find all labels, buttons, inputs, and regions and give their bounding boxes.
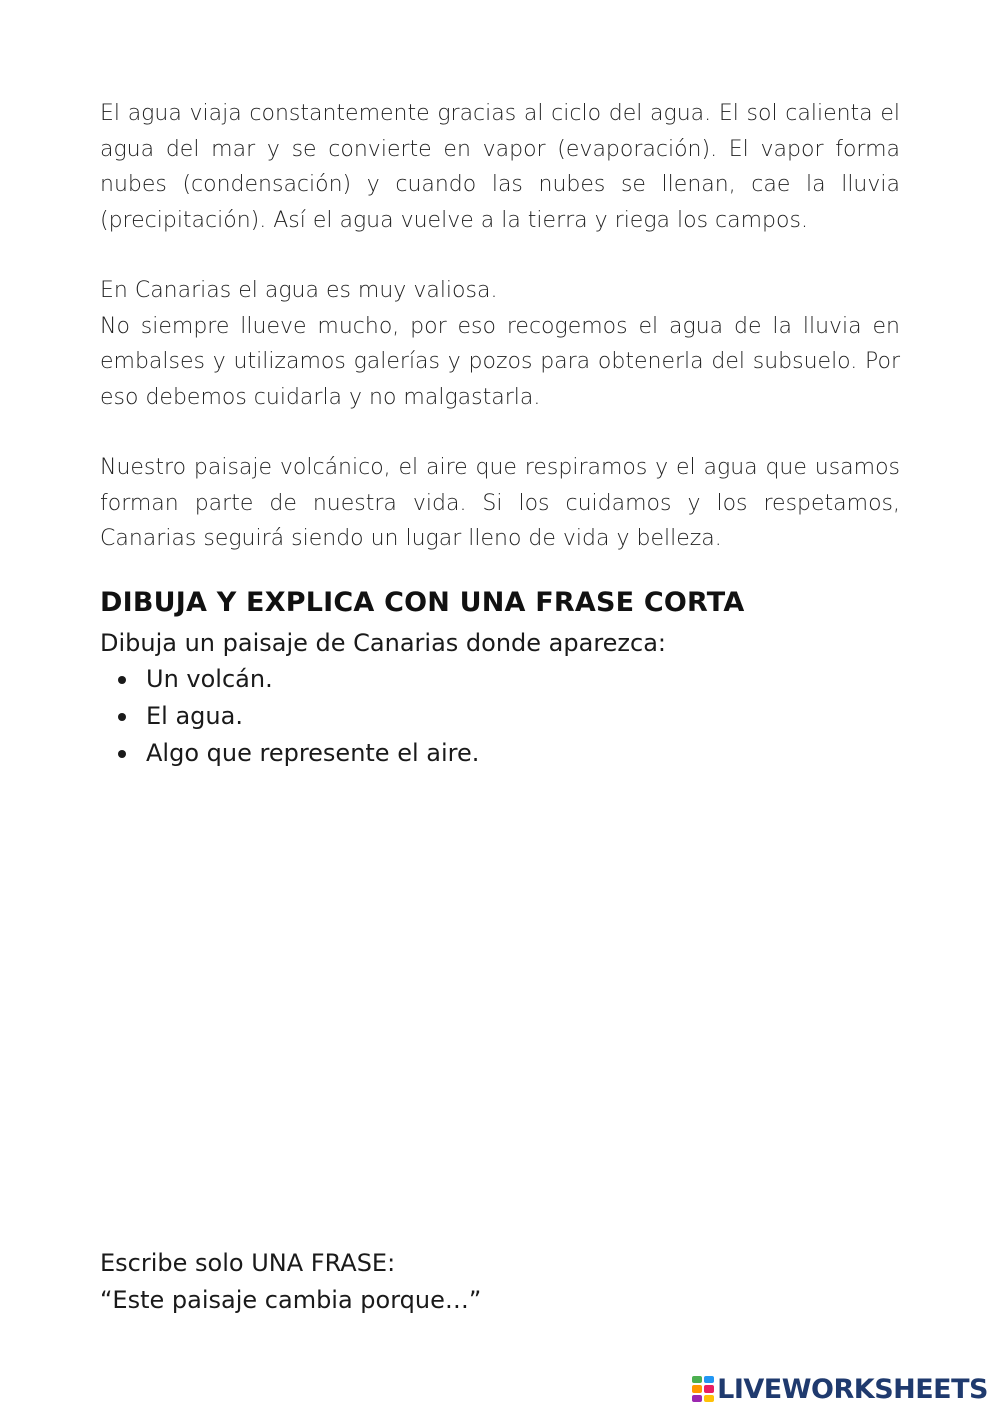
bullet-icon [118,713,126,721]
activity-list [100,661,900,772]
logo-mark-icon [692,1376,714,1402]
list-item-label: Algo que represente el aire. [146,738,480,767]
water-cycle-paragraph: El agua viaja constantemente gracias al ciclo del agua. El sol calienta el agua del mar y se convierte en vapor (evaporación). El vapor forma nubes (condensación) y cuando las nubes se llenan, cae la lluvia (precipitación). Así el agua vuelve a la tierra y riega los campos. [100,101,900,233]
writing-prompt: “Este paisaje cambia porque…” [100,1286,482,1314]
list-item-label: Un volcán. [146,664,273,693]
bullet-icon [118,676,126,684]
canarias-water-paragraph: No siempre llueve mucho, por eso recogemos el agua de la lluvia en embalses y utilizamos galerías y pozos para obtenerla del subsuelo. Por eso debemos cuidarla y no malgastarla. [100,313,900,410]
canarias-water-intro: En Canarias el agua es muy valiosa. [100,278,498,303]
writing-instruction: Escribe solo UNA FRASE: [100,1249,396,1277]
liveworksheets-logo [692,1373,988,1405]
worksheet-content [100,96,900,772]
landscape-paragraph: Nuestro paisaje volcánico, el aire que respiramos y el agua que usamos forman parte de nuestra vida. Si los cuidamos y los respetamos, Canarias seguirá siendo un lugar lleno de vida y belleza. [100,455,900,551]
list-item-label: El agua. [146,701,243,730]
spacer [100,238,900,273]
list-item [146,698,900,735]
logo-text: LIVEWORKSHEETS [717,1373,988,1405]
activity-title: DIBUJA Y EXPLICA CON UNA FRASE CORTA [100,586,745,618]
writing-section [100,1245,900,1319]
list-item [146,735,900,772]
bullet-icon [118,750,126,758]
list-item [146,661,900,698]
spacer [100,415,900,450]
activity-intro: Dibuja un paisaje de Canarias donde aparezca: [100,628,667,657]
